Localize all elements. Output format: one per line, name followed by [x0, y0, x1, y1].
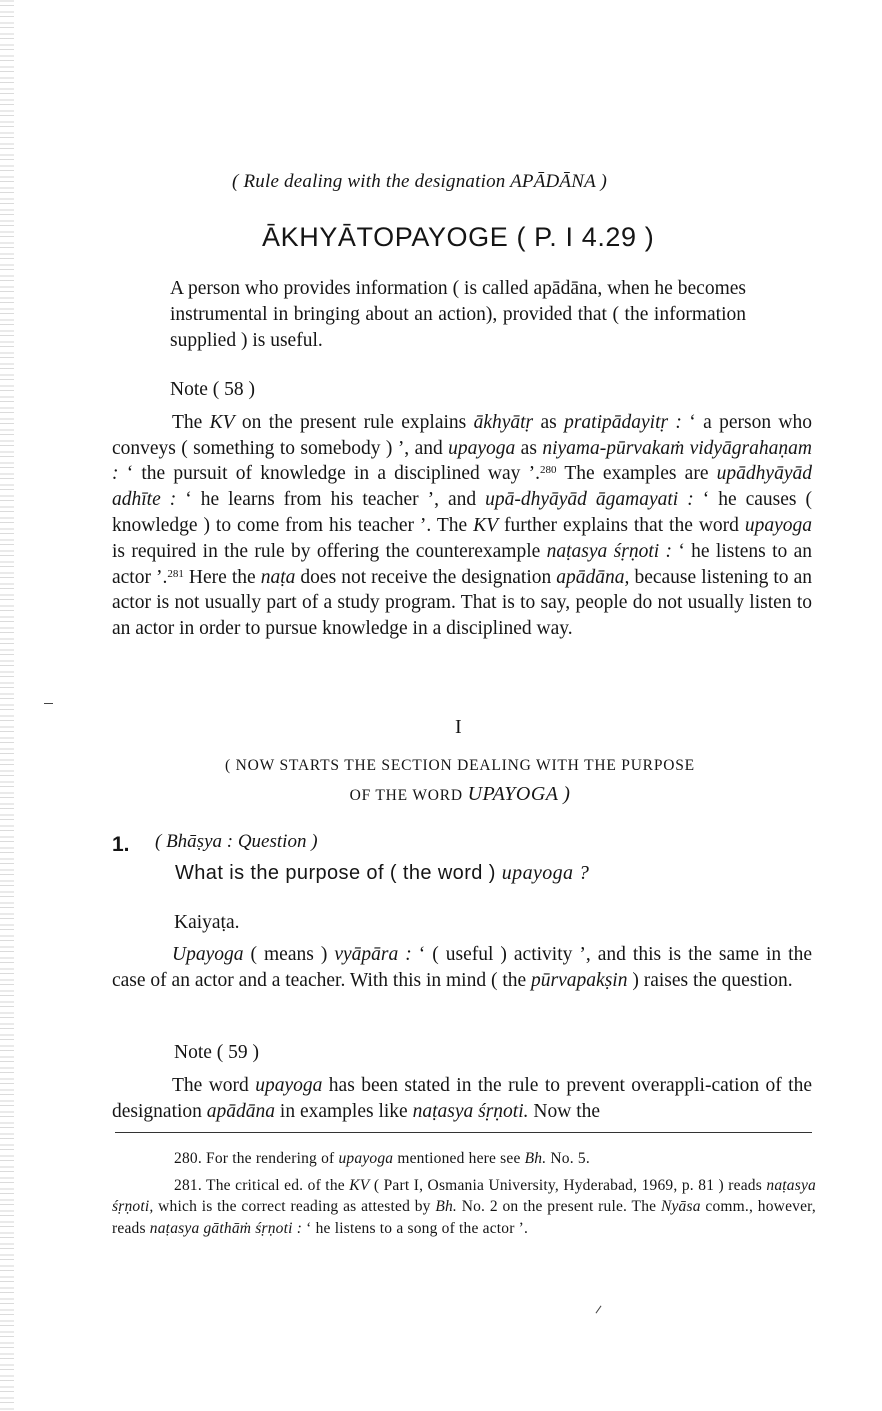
scan-speck — [44, 703, 53, 704]
text-run: No. 5. — [546, 1150, 590, 1167]
italic-term: KV — [473, 514, 499, 536]
text-run: ) raises the question. — [627, 969, 793, 991]
italic-term: Nyāsa — [660, 1198, 701, 1215]
text-run: further explains that the word — [498, 514, 745, 536]
text-run: No. 2 on the present rule. The — [457, 1198, 661, 1215]
italic-term: ākhyātṛ — [473, 411, 534, 433]
italic-term: upayoga — [448, 437, 516, 459]
scan-binding-edge — [0, 0, 14, 1411]
text-run: ‘ he listens to a song of the actor ’. — [302, 1219, 529, 1237]
text-run: mentioned here see — [393, 1150, 525, 1167]
text-run: ( means ) — [243, 943, 335, 965]
rule-caption: ( Rule dealing with the designation APĀDĀNA ) — [232, 171, 608, 192]
text-run: Here the — [183, 566, 261, 588]
italic-term: Bh. — [435, 1198, 458, 1215]
text-run: ‘ ( useful ) activity ’, and this is the same in the case of an actor and a teacher. With this in mind ( the — [112, 943, 812, 991]
text-run: is required in the rule by offering the counterexample — [112, 540, 547, 562]
text-run: ‘ he listens to an actor ’. — [112, 540, 813, 588]
text-run: 281. The critical ed. of the — [174, 1176, 350, 1194]
text-run: ‘ a person who conveys ( something to somebody ) ’, and — [112, 411, 813, 459]
section-heading-suffix: ) — [563, 783, 571, 805]
italic-term: naṭasya śṛṇoti, — [112, 1176, 816, 1215]
text-run: ‘ the pursuit of knowledge in a disciplined way ’. — [118, 463, 540, 485]
section-heading-word: UPAYOGA — [467, 783, 559, 805]
footnote-281 — [112, 1175, 816, 1240]
footnote-ref: 280 — [539, 464, 557, 477]
italic-term: apādāna — [206, 1100, 276, 1122]
italic-term: upayoga — [744, 514, 812, 536]
text-run: The word — [172, 1074, 256, 1096]
note-59-label: Note ( 59 ) — [174, 1042, 260, 1063]
italic-term: upayoga — [338, 1150, 394, 1167]
footnote-rule — [115, 1132, 812, 1133]
text-run: in examples like — [275, 1100, 413, 1122]
kaiyata-commentary — [112, 910, 812, 993]
text-run: which is the correct reading as attested by — [153, 1198, 436, 1215]
note-59-body — [112, 1073, 812, 1125]
text-run: 280. For the rendering of — [174, 1150, 339, 1167]
italic-term: niyama-pūrvakaṁ vidyāgrahaṇam : — [112, 437, 812, 485]
footnote-280 — [112, 1148, 816, 1170]
note-59 — [112, 1040, 812, 1124]
note-58-label: Note ( 58 ) — [170, 379, 256, 400]
section-heading-line-1: ( NOW STARTS THE SECTION DEALING WITH THE PURPOSE — [225, 757, 695, 774]
note-58-body — [112, 410, 812, 642]
text-run: because listening to an actor is not usually part of a study program. That is to say, people do not usually listen to an actor in order to pursue knowledge in a disciplined way. — [112, 566, 812, 640]
text-run: as — [515, 437, 543, 459]
italic-term: Bh. — [524, 1150, 547, 1167]
note-58 — [112, 377, 812, 642]
item-label: ( Bhāṣya : Question ) — [155, 831, 318, 852]
footnote-ref: 281 — [167, 567, 184, 580]
text-run: on the present rule explains — [234, 411, 474, 433]
italic-term: pūrvapakṣin — [531, 969, 628, 991]
text-run: Now the — [528, 1100, 601, 1122]
text-run: The — [172, 411, 210, 433]
text-run: comm., however, reads — [112, 1198, 816, 1237]
italic-term: vyāpāra : — [334, 943, 412, 965]
italic-term: upayoga — [255, 1074, 323, 1096]
italic-term: naṭasya gāthāṁ śṛṇoti : — [149, 1219, 303, 1237]
item-number: 1. — [112, 833, 130, 856]
text-run: The examples are — [556, 463, 717, 485]
question-word: upayoga ? — [501, 862, 590, 884]
italic-term: apādāna, — [556, 566, 630, 588]
text-run: as — [533, 411, 565, 433]
text-run: ‘ he learns from his teacher ’, and — [176, 489, 486, 511]
rule-translation: A person who provides information ( is called apādāna, when he becomes instrumental in bringing about an action), provided that ( the information supplied ) is useful. — [170, 278, 746, 351]
italic-term: naṭa — [260, 566, 296, 588]
text-run: ‘ he causes ( knowledge ) to come from his teacher ’. The — [112, 489, 812, 536]
rule-title: ĀKHYĀTOPAYOGE ( P. I 4.29 ) — [262, 222, 655, 252]
section-heading-line-2 — [140, 780, 780, 810]
italic-term: naṭasya śṛṇoti. — [412, 1100, 529, 1122]
scan-speck — [596, 1306, 602, 1314]
item-question — [175, 862, 589, 885]
italic-term: upā-dhyāyād āgamayati : — [485, 489, 694, 511]
section-number: I — [455, 716, 462, 738]
text-run: ( Part I, Osmania University, Hyderabad, 1969, p. 81 ) reads — [369, 1176, 767, 1194]
footnotes — [112, 1148, 816, 1239]
italic-term: KV — [349, 1176, 370, 1194]
italic-term: Upayoga — [172, 943, 244, 965]
italic-term: upādhyāyād adhīte : — [112, 463, 812, 511]
question-text: What is the purpose of ( the word ) — [175, 862, 496, 884]
section-heading — [140, 751, 780, 810]
italic-term: pratipādayitṛ : — [564, 411, 682, 433]
italic-term: KV — [209, 411, 235, 433]
text-run: does not receive the designation — [295, 566, 557, 588]
kaiyata-heading: Kaiyaṭa. — [174, 912, 240, 933]
kaiyata-body — [112, 942, 812, 994]
section-heading-prefix: OF THE WORD — [349, 787, 463, 804]
italic-term: naṭasya śṛṇoti : — [546, 540, 672, 562]
text-run: has been stated in the rule to prevent overappli-cation of the designation — [112, 1074, 812, 1122]
